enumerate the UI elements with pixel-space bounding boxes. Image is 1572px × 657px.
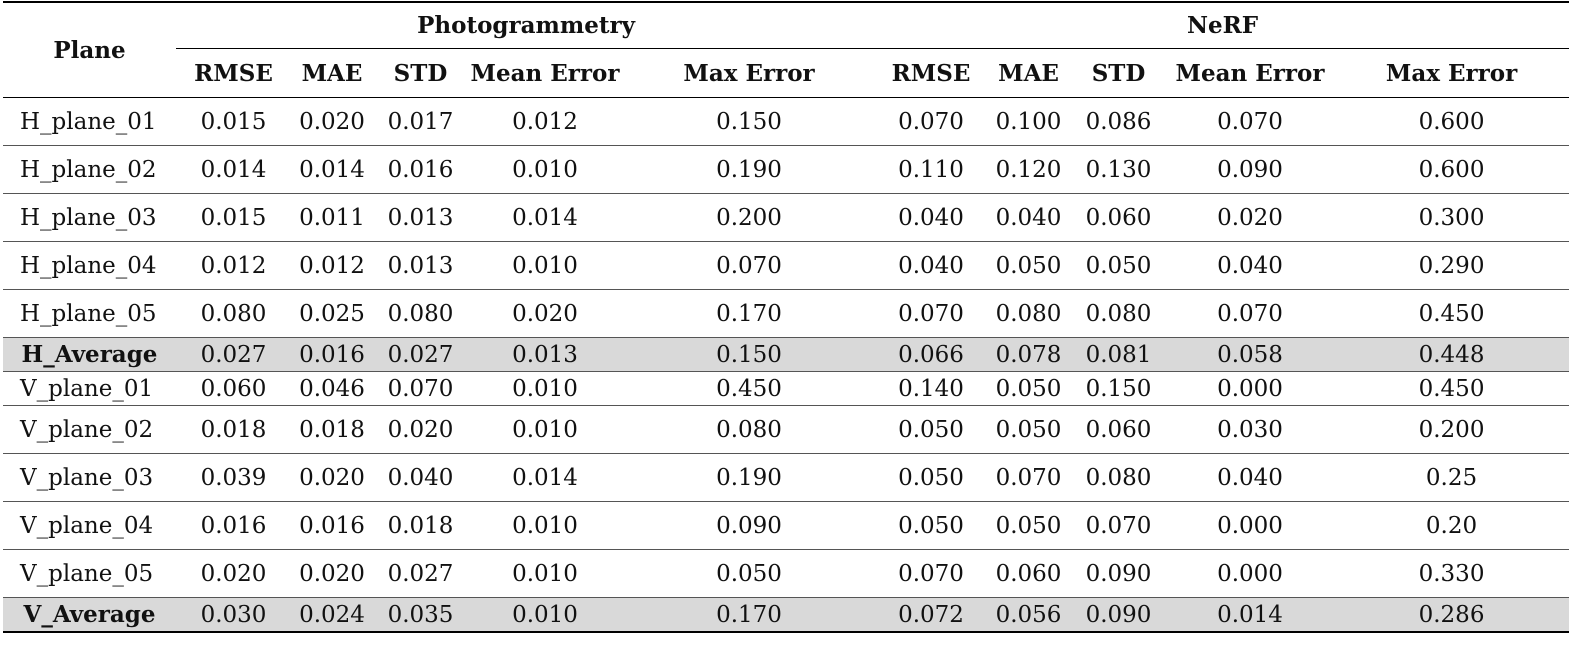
- value-cell: 0.110: [876, 146, 986, 194]
- value-cell: 0.050: [986, 372, 1071, 406]
- column-header: Max Error: [1385, 59, 1518, 87]
- value-cell: 0.014: [176, 146, 291, 194]
- value-cell: 0.040: [876, 242, 986, 290]
- table-row: [3, 454, 1569, 502]
- value-cell: 0.013: [373, 242, 468, 290]
- plane-name-cell: H_plane_03: [3, 194, 176, 242]
- table-row: [3, 242, 1569, 290]
- plane-column-header: Plane: [3, 2, 176, 98]
- value-cell: 0.024: [291, 598, 373, 633]
- value-cell: 0.016: [291, 502, 373, 550]
- plane-name-cell: H_plane_01: [3, 98, 176, 146]
- value-cell: 0.200: [1334, 406, 1569, 454]
- column-header: Mean Error: [1175, 59, 1325, 87]
- plane-name-cell: H_Average: [3, 338, 176, 372]
- column-header: RMSE: [194, 59, 273, 87]
- table-row: [3, 98, 1569, 146]
- plane-name-cell: V_plane_02: [3, 406, 176, 454]
- value-cell: 0.010: [468, 372, 622, 406]
- value-cell: 0.070: [876, 290, 986, 338]
- value-cell: 0.018: [176, 406, 291, 454]
- plane-name-cell: V_plane_01: [3, 372, 176, 406]
- value-cell: 0.012: [468, 98, 622, 146]
- value-cell: 0.015: [176, 194, 291, 242]
- photogrammetry-group-header: Photogrammetry: [176, 2, 876, 49]
- value-cell: 0.025: [291, 290, 373, 338]
- value-cell: 0.040: [986, 194, 1071, 242]
- value-cell: 0.027: [373, 550, 468, 598]
- value-cell: 0.080: [1071, 290, 1166, 338]
- value-cell: 0.012: [291, 242, 373, 290]
- value-cell: 0.014: [468, 454, 622, 502]
- value-cell: 0.050: [986, 406, 1071, 454]
- value-cell: 0.010: [468, 146, 622, 194]
- value-cell: 0.448: [1334, 338, 1569, 372]
- value-cell: 0.020: [176, 550, 291, 598]
- value-cell: 0.050: [876, 406, 986, 454]
- value-cell: 0.450: [622, 372, 876, 406]
- value-cell: 0.000: [1166, 502, 1334, 550]
- value-cell: 0.080: [176, 290, 291, 338]
- value-cell: 0.170: [622, 598, 876, 633]
- value-cell: 0.020: [291, 454, 373, 502]
- column-header: Mean Error: [470, 59, 620, 87]
- value-cell: 0.039: [176, 454, 291, 502]
- table-row: [3, 372, 1569, 406]
- value-cell: 0.600: [1334, 146, 1569, 194]
- value-cell: 0.016: [373, 146, 468, 194]
- value-cell: 0.090: [1071, 598, 1166, 633]
- value-cell: 0.080: [373, 290, 468, 338]
- value-cell: 0.200: [622, 194, 876, 242]
- value-cell: 0.010: [468, 502, 622, 550]
- value-cell: 0.030: [1166, 406, 1334, 454]
- value-cell: 0.010: [468, 598, 622, 633]
- value-cell: 0.020: [291, 550, 373, 598]
- value-cell: 0.035: [373, 598, 468, 633]
- value-cell: 0.080: [1071, 454, 1166, 502]
- value-cell: 0.078: [986, 338, 1071, 372]
- value-cell: 0.010: [468, 242, 622, 290]
- value-cell: 0.150: [1071, 372, 1166, 406]
- nerf-group-header: NeRF: [876, 2, 1569, 49]
- plane-name-cell: V_plane_04: [3, 502, 176, 550]
- table-row: [3, 406, 1569, 454]
- value-cell: 0.120: [986, 146, 1071, 194]
- plane-name-cell: H_plane_04: [3, 242, 176, 290]
- column-header: MAE: [998, 59, 1059, 87]
- value-cell: 0.020: [468, 290, 622, 338]
- value-cell: 0.000: [1166, 550, 1334, 598]
- value-cell: 0.070: [986, 454, 1071, 502]
- column-header: Max Error: [683, 59, 815, 87]
- value-cell: 0.050: [1071, 242, 1166, 290]
- value-cell: 0.060: [1071, 406, 1166, 454]
- value-cell: 0.040: [876, 194, 986, 242]
- value-cell: 0.070: [373, 372, 468, 406]
- value-cell: 0.050: [876, 454, 986, 502]
- value-cell: 0.018: [291, 406, 373, 454]
- value-cell: 0.056: [986, 598, 1071, 633]
- value-cell: 0.070: [1071, 502, 1166, 550]
- value-cell: 0.080: [986, 290, 1071, 338]
- plane-name-cell: H_plane_05: [3, 290, 176, 338]
- value-cell: 0.072: [876, 598, 986, 633]
- value-cell: 0.058: [1166, 338, 1334, 372]
- value-cell: 0.190: [622, 454, 876, 502]
- plane-name-cell: H_plane_02: [3, 146, 176, 194]
- value-cell: 0.050: [986, 502, 1071, 550]
- value-cell: 0.020: [1166, 194, 1334, 242]
- value-cell: 0.014: [291, 146, 373, 194]
- column-header: STD: [393, 59, 448, 87]
- value-cell: 0.290: [1334, 242, 1569, 290]
- value-cell: 0.090: [1071, 550, 1166, 598]
- value-cell: 0.060: [1071, 194, 1166, 242]
- value-cell: 0.150: [622, 98, 876, 146]
- value-cell: 0.20: [1334, 502, 1569, 550]
- value-cell: 0.016: [291, 338, 373, 372]
- table-row: [3, 194, 1569, 242]
- value-cell: 0.027: [176, 338, 291, 372]
- value-cell: 0.190: [622, 146, 876, 194]
- value-cell: 0.450: [1334, 290, 1569, 338]
- table-row: [3, 550, 1569, 598]
- value-cell: 0.040: [1166, 454, 1334, 502]
- value-cell: 0.070: [1166, 290, 1334, 338]
- value-cell: 0.018: [373, 502, 468, 550]
- value-cell: 0.286: [1334, 598, 1569, 633]
- value-cell: 0.066: [876, 338, 986, 372]
- value-cell: 0.013: [468, 338, 622, 372]
- value-cell: 0.450: [1334, 372, 1569, 406]
- value-cell: 0.040: [1166, 242, 1334, 290]
- value-cell: 0.170: [622, 290, 876, 338]
- value-cell: 0.050: [986, 242, 1071, 290]
- value-cell: 0.600: [1334, 98, 1569, 146]
- plane-name-cell: V_Average: [3, 598, 176, 633]
- value-cell: 0.070: [622, 242, 876, 290]
- value-cell: 0.080: [622, 406, 876, 454]
- value-cell: 0.000: [1166, 372, 1334, 406]
- value-cell: 0.027: [373, 338, 468, 372]
- value-cell: 0.014: [468, 194, 622, 242]
- value-cell: 0.070: [876, 550, 986, 598]
- plane-name-cell: V_plane_05: [3, 550, 176, 598]
- plane-name-cell: V_plane_03: [3, 454, 176, 502]
- value-cell: 0.090: [622, 502, 876, 550]
- value-cell: 0.014: [1166, 598, 1334, 633]
- value-cell: 0.25: [1334, 454, 1569, 502]
- value-cell: 0.030: [176, 598, 291, 633]
- value-cell: 0.013: [373, 194, 468, 242]
- value-cell: 0.090: [1166, 146, 1334, 194]
- value-cell: 0.010: [468, 406, 622, 454]
- value-cell: 0.015: [176, 98, 291, 146]
- value-cell: 0.010: [468, 550, 622, 598]
- value-cell: 0.050: [876, 502, 986, 550]
- value-cell: 0.020: [291, 98, 373, 146]
- value-cell: 0.012: [176, 242, 291, 290]
- value-cell: 0.016: [176, 502, 291, 550]
- value-cell: 0.050: [622, 550, 876, 598]
- value-cell: 0.300: [1334, 194, 1569, 242]
- value-cell: 0.100: [986, 98, 1071, 146]
- value-cell: 0.070: [1166, 98, 1334, 146]
- table-body: [3, 98, 1569, 633]
- table-row: [3, 502, 1569, 550]
- column-header: STD: [1091, 59, 1146, 87]
- value-cell: 0.140: [876, 372, 986, 406]
- value-cell: 0.086: [1071, 98, 1166, 146]
- value-cell: 0.150: [622, 338, 876, 372]
- value-cell: 0.130: [1071, 146, 1166, 194]
- value-cell: 0.081: [1071, 338, 1166, 372]
- value-cell: 0.070: [876, 98, 986, 146]
- table-header: [3, 2, 1569, 98]
- value-cell: 0.017: [373, 98, 468, 146]
- column-header: MAE: [301, 59, 363, 87]
- column-header: RMSE: [891, 59, 971, 87]
- average-row: [3, 338, 1569, 372]
- average-row: [3, 598, 1569, 633]
- value-cell: 0.060: [176, 372, 291, 406]
- value-cell: 0.060: [986, 550, 1071, 598]
- value-cell: 0.330: [1334, 550, 1569, 598]
- error-metrics-table: [3, 1, 1569, 633]
- table-row: [3, 146, 1569, 194]
- table-row: [3, 290, 1569, 338]
- value-cell: 0.011: [291, 194, 373, 242]
- value-cell: 0.040: [373, 454, 468, 502]
- value-cell: 0.046: [291, 372, 373, 406]
- value-cell: 0.020: [373, 406, 468, 454]
